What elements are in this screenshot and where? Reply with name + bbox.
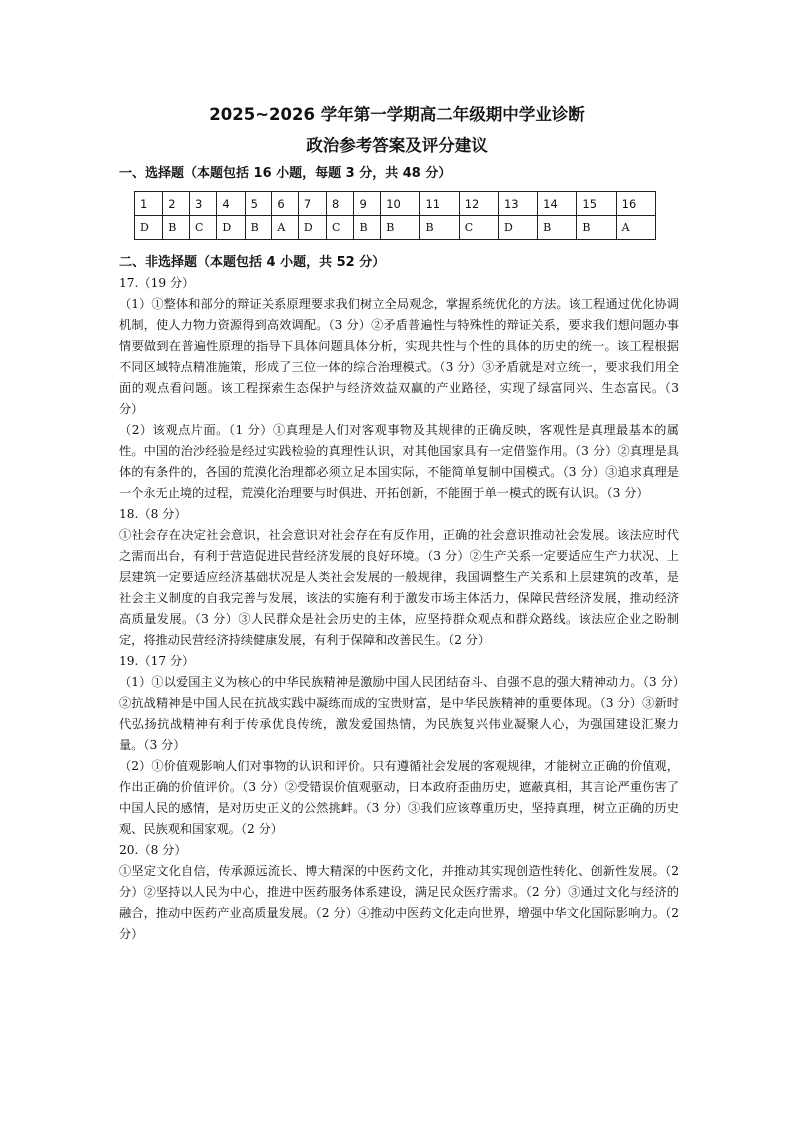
answer-body xyxy=(119,273,679,945)
answer-cell: D xyxy=(498,216,537,240)
answer-cell: B xyxy=(163,216,190,240)
answer-paragraph: （2）①价值观影响人们对事物的认识和评价。只有遵循社会发展的客观规律，才能树立正确的价值观，作出正确的价值评价。（3 分）②受错误价值观驱动，日本政府歪曲历史，遮蔽真相，其言论严重伤害了中国人民的感情，是对历史正义的公然挑衅。（3 分）③我们应该尊重历史，坚持真理，树立正确的历史观、民族观和国家观。（2 分） xyxy=(119,759,679,836)
section2-heading: 二、非选择题（本题包括 4 小题，共 52 分） xyxy=(119,255,386,270)
question-number-cell: 2 xyxy=(163,192,190,216)
answer-letter-row xyxy=(135,216,656,240)
question-number-cell: 10 xyxy=(381,192,420,216)
answer-cell: C xyxy=(459,216,498,240)
answer-cell: C xyxy=(327,216,354,240)
question-number-cell: 6 xyxy=(272,192,299,216)
answer-cell: D xyxy=(135,216,163,240)
question-number-cell: 16 xyxy=(616,192,655,216)
answer-cell: B xyxy=(245,216,272,240)
question-number-cell: 3 xyxy=(189,192,216,216)
answer-table xyxy=(134,191,656,240)
question-number-cell: 7 xyxy=(298,192,326,216)
question-number-cell: 9 xyxy=(354,192,381,216)
question-number-row xyxy=(135,192,656,216)
question-number-cell: 15 xyxy=(577,192,616,216)
answer-cell: C xyxy=(189,216,216,240)
question-heading: 17.（19 分） xyxy=(119,276,195,290)
question-number-cell: 14 xyxy=(538,192,577,216)
question-heading: 18.（8 分） xyxy=(119,507,187,521)
answer-cell: A xyxy=(616,216,655,240)
answer-cell: A xyxy=(272,216,299,240)
question-heading: 20.（8 分） xyxy=(119,843,187,857)
answer-paragraph: ①坚定文化自信，传承源远流长、博大精深的中医药文化，并推动其实现创造性转化、创新性发展。（2 分）②坚持以人民为中心，推进中医药服务体系建设，满足民众医疗需求。（2 分）③通过文化与经济的融合，推动中医药产业高质量发展。（2 分）④推动中医药文化走向世界，增强中华文化国际影响力。（2 分） xyxy=(119,864,679,941)
answer-paragraph: （2）该观点片面。（1 分）①真理是人们对客观事物及其规律的正确反映，客观性是真理最基本的属性。中国的治沙经验是经过实践检验的真理性认识，对其他国家具有一定借鉴作用。（3 分）②真理是具体的有条件的，各国的荒漠化治理都必须立足本国实际，不能简单复制中国模式。（3 分）③追求真理是一个永无止境的过程，荒漠化治理要与时俱进、开拓创新，不能囿于单一模式的既有认识。（3 分） xyxy=(119,423,679,500)
answer-cell: B xyxy=(577,216,616,240)
answer-cell: B xyxy=(420,216,459,240)
question-number-cell: 8 xyxy=(327,192,354,216)
question-number-cell: 13 xyxy=(498,192,537,216)
answer-cell: D xyxy=(217,216,245,240)
page-title: 2025~2026 学年第一学期高二年级期中学业诊断 xyxy=(209,105,585,124)
question-number-cell: 1 xyxy=(135,192,163,216)
question-number-cell: 11 xyxy=(420,192,459,216)
answer-cell: B xyxy=(354,216,381,240)
question-number-cell: 12 xyxy=(459,192,498,216)
answer-cell: B xyxy=(538,216,577,240)
answer-paragraph: （1）①以爱国主义为核心的中华民族精神是激励中国人民团结奋斗、自强不息的强大精神动力。（3 分）②抗战精神是中国人民在抗战实践中凝练而成的宝贵财富，是中华民族精神的重要体现。（3 分）③新时代弘扬抗战精神有利于传承优良传统，激发爱国热情，为民族复兴伟业凝聚人心，为强国建设汇聚力量。（3 分） xyxy=(119,675,679,752)
answer-paragraph: （1）①整体和部分的辩证关系原理要求我们树立全局观念，掌握系统优化的方法。该工程通过优化协调机制，使人力物力资源得到高效调配。（3 分）②矛盾普遍性与特殊性的辩证关系，要求我们想问题办事情要做到在普遍性原理的指导下具体问题具体分析，实现共性与个性的具体的历史的统一。该工程根据不同区域特点精准施策，形成了三位一体的综合治理模式。（3 分）③矛盾就是对立统一，要求我们用全面的观点看问题。该工程探索生态保护与经济效益双赢的产业路径，实现了绿富同兴、生态富民。（3 分） xyxy=(119,297,679,416)
page-subtitle: 政治参考答案及评分建议 xyxy=(306,136,488,155)
question-number-cell: 5 xyxy=(245,192,272,216)
answer-cell: D xyxy=(298,216,326,240)
question-heading: 19.（17 分） xyxy=(119,654,195,668)
answer-paragraph: ①社会存在决定社会意识，社会意识对社会存在有反作用，正确的社会意识推动社会发展。该法应时代之需而出台，有利于营造促进民营经济发展的良好环境。（3 分）②生产关系一定要适应生产力状况、上层建筑一定要适应经济基础状况是人类社会发展的一般规律，我国调整生产关系和上层建筑的改革，是社会主义制度的自我完善与发展，该法的实施有利于激发市场主体活力，保障民营经济发展，推动经济高质量发展。（3 分）③人民群众是社会历史的主体，应坚持群众观点和群众路线。该法应企业之盼制定，将推动民营经济持续健康发展，有利于保障和改善民生。（2 分） xyxy=(119,528,679,647)
question-number-cell: 4 xyxy=(217,192,245,216)
answer-cell: B xyxy=(381,216,420,240)
section1-heading: 一、选择题（本题包括 16 小题，每题 3 分，共 48 分） xyxy=(119,166,452,181)
